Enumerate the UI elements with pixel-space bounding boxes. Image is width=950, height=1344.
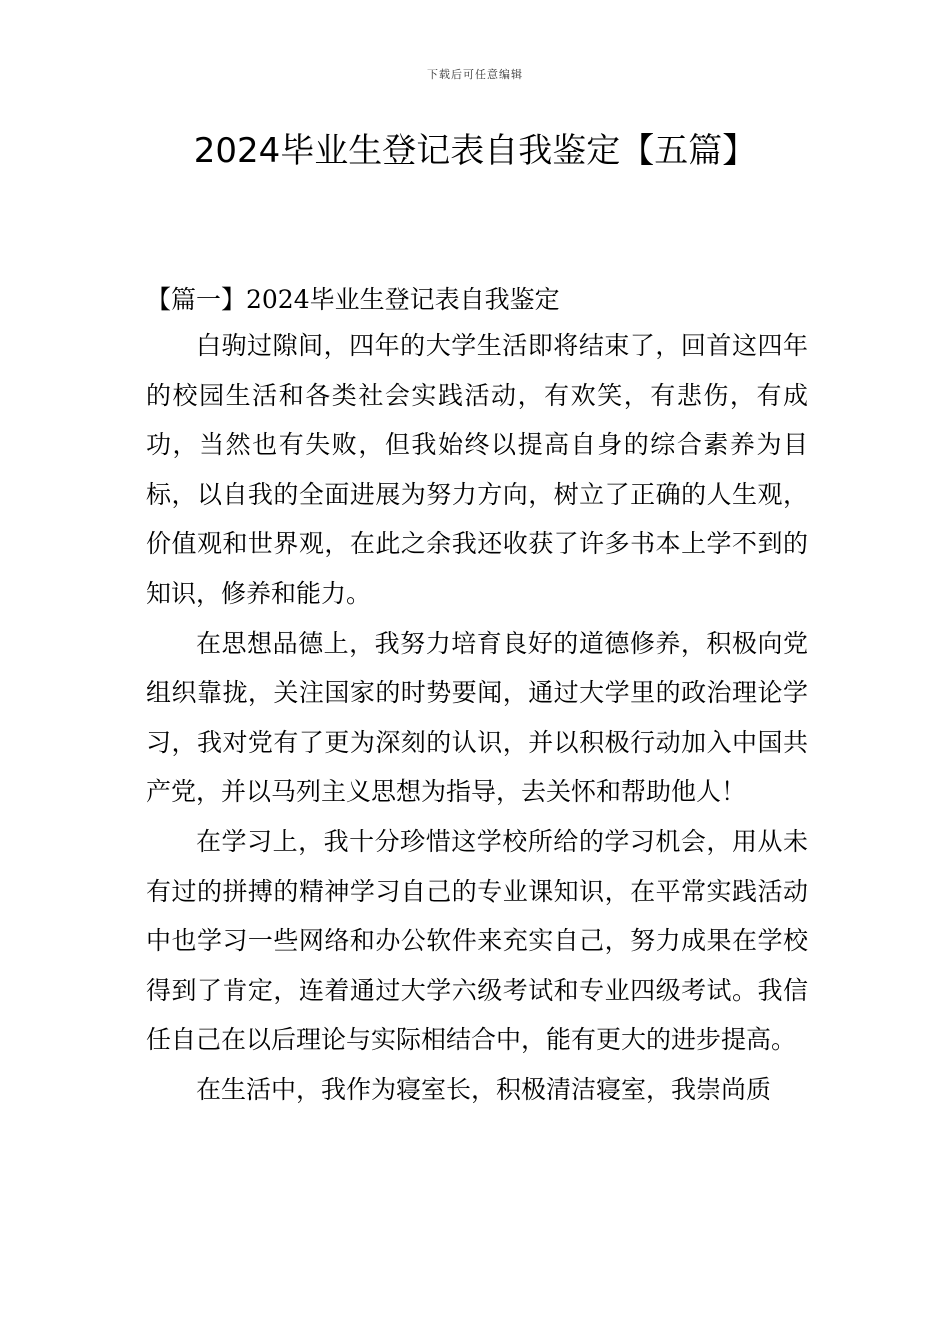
paragraph-4: 在生活中，我作为寝室长，积极清洁寝室，我崇尚质 bbox=[196, 1074, 772, 1104]
paragraph-1: 白驹过隙间，四年的大学生活即将结束了，回首这四年的校园生活和各类社会实践活动，有欢笑，有悲伤，有成功，当然也有失败，但我始终以提高自身的综合素养为目标，以自我的全面进展为努力方向，树立了正确的人生观，价值观和世界观，在此之余我还收获了许多书本上学不到的知识，修养和能力。 bbox=[146, 331, 808, 608]
header-note: 下载后可任意编辑 bbox=[427, 68, 523, 81]
paragraph-3: 在学习上，我十分珍惜这学校所给的学习机会，用从未有过的拼搏的精神学习自己的专业课知识，在平常实践活动中也学习一些网络和办公软件来充实自己，努力成果在学校得到了肯定，连着通过大学六级考试和专业四级考试。我信任自己在以后理论与实际相结合中，能有更大的进步提高。 bbox=[146, 826, 808, 1055]
section-heading: 【篇一】2024毕业生登记表自我鉴定 bbox=[146, 285, 560, 314]
document-body bbox=[146, 282, 808, 1115]
document-title: 2024毕业生登记表自我鉴定【五篇】 bbox=[193, 131, 757, 171]
paragraph-2: 在思想品德上，我努力培育良好的道德修养，积极向党组织靠拢，关注国家的时势要闻，通过大学里的政治理论学习，我对党有了更为深刻的认识，并以积极行动加入中国共产党，并以马列主义思想为指导，去关怀和帮助他人！ bbox=[146, 628, 808, 807]
